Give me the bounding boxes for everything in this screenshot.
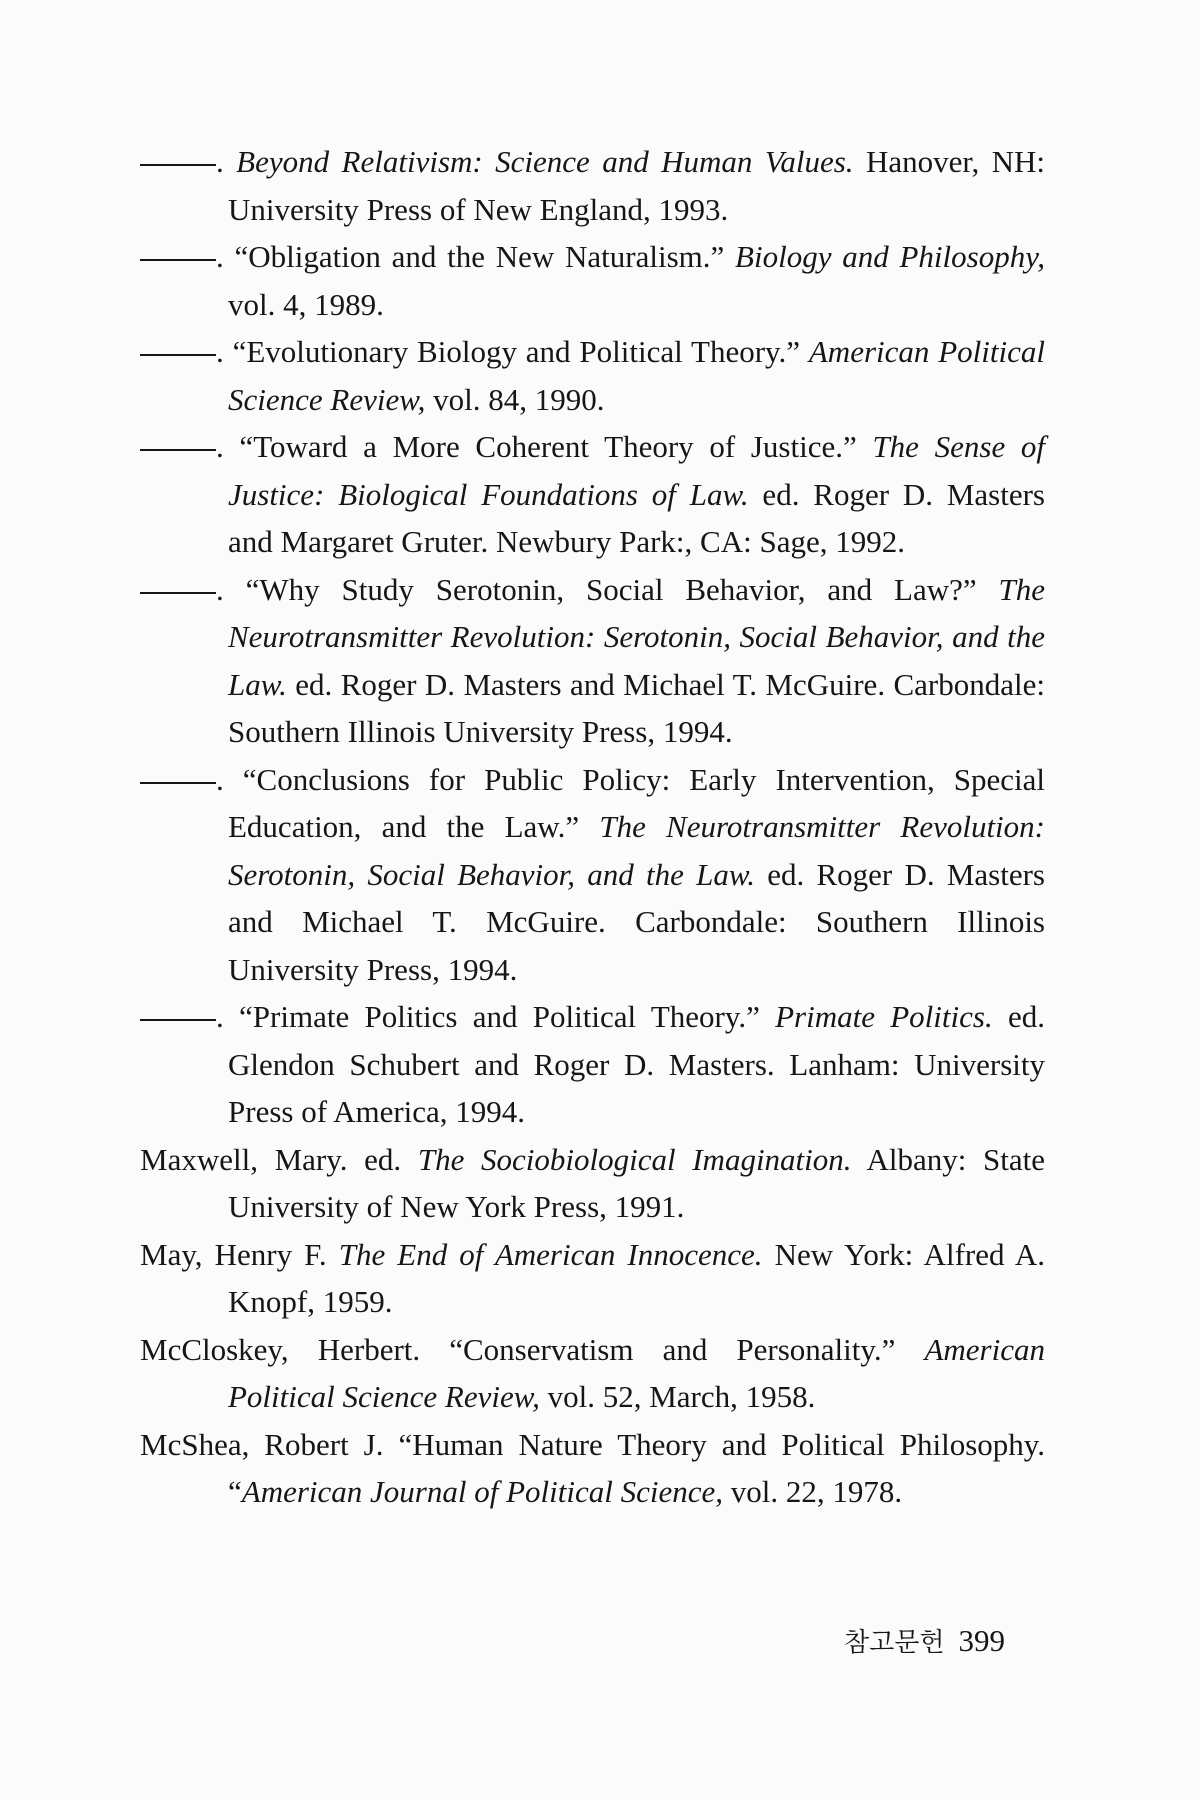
reference-title: The End of American Innocence. — [338, 1236, 763, 1272]
reference-title: American Political Science Review, — [228, 1331, 1045, 1414]
reference-text: . “Why Study Serotonin, Social Behavior, and Law?” — [216, 571, 999, 607]
reference-text: New York: Alfred A. Knopf, 1959. — [228, 1236, 1045, 1319]
reference-entry — [140, 756, 1045, 994]
page-number: 399 — [958, 1623, 1005, 1658]
reference-entry — [140, 423, 1045, 566]
reference-entry — [140, 233, 1045, 328]
reference-title: The Neurotransmitter Revolution: Serotonin, Social Behavior, and the Law. — [228, 809, 1045, 892]
reference-text: . “Conclusions for Public Policy: Early Intervention, Special Education, and the Law.” — [216, 761, 1045, 844]
reference-text: ed. Glendon Schubert and Roger D. Masters. Lanham: University Press of America, 1994. — [228, 999, 1045, 1129]
reference-text: McCloskey, Herbert. “Conservatism and Personality.” — [140, 1331, 925, 1367]
reference-text: ed. Roger D. Masters and Michael T. McGuire. Carbondale: Southern Illinois University Press, 1994. — [228, 856, 1045, 987]
repeated-author-dash — [140, 449, 216, 451]
reference-text: Albany: State University of New York Press, 1991. — [228, 1141, 1045, 1224]
reference-title: Beyond Relativism: Science and Human Values. — [236, 144, 854, 179]
reference-text: May, Henry F. — [140, 1236, 339, 1272]
repeated-author-dash — [140, 259, 216, 261]
page-footer — [844, 1622, 1005, 1659]
reference-title: The Sense of Justice: Biological Foundations of Law. — [228, 429, 1046, 512]
reference-text: ed. Roger D. Masters and Michael T. McGuire. Carbondale: Southern Illinois University Press, 1994. — [228, 666, 1045, 749]
reference-list — [140, 138, 1045, 1516]
reference-title: The Neurotransmitter Revolution: Serotonin, Social Behavior, and the Law. — [228, 571, 1045, 702]
reference-text: ed. Roger D. Masters and Margaret Gruter. Newbury Park:, CA: Sage, 1992. — [228, 476, 1045, 559]
reference-title: American Journal of Political Science, — [241, 1474, 723, 1509]
reference-title: The Sociobiological Imagination. — [417, 1141, 852, 1177]
reference-text: vol. 52, March, 1958. — [539, 1379, 816, 1414]
reference-entry — [140, 1136, 1045, 1231]
reference-entry — [140, 566, 1045, 756]
reference-text: . “Toward a More Coherent Theory of Justice.” — [216, 429, 873, 464]
repeated-author-dash — [140, 354, 216, 356]
reference-text: . — [216, 144, 237, 179]
repeated-author-dash — [140, 1019, 216, 1021]
reference-entry — [140, 328, 1045, 423]
reference-entry — [140, 993, 1045, 1136]
reference-text: . “Evolutionary Biology and Political Theory.” — [216, 334, 809, 369]
reference-text: . “Obligation and the New Naturalism.” — [216, 239, 736, 274]
reference-text: Hanover, NH: University Press of New England, 1993. — [228, 144, 1045, 227]
repeated-author-dash — [140, 782, 216, 784]
reference-text: vol. 22, 1978. — [723, 1474, 903, 1509]
reference-text: . “Primate Politics and Political Theory.” — [216, 999, 776, 1034]
reference-text: vol. 4, 1989. — [228, 286, 384, 322]
repeated-author-dash — [140, 164, 216, 166]
reference-text: Maxwell, Mary. ed. — [140, 1141, 418, 1177]
reference-entry — [140, 138, 1045, 233]
reference-title: American Political Science Review, — [228, 334, 1045, 417]
repeated-author-dash — [140, 592, 216, 594]
reference-title: Primate Politics. — [775, 999, 993, 1034]
reference-entry — [140, 1231, 1045, 1326]
reference-text: McShea, Robert J. “Human Nature Theory and Political Philosophy. “ — [140, 1426, 1045, 1509]
reference-title: Biology and Philosophy, — [735, 239, 1045, 274]
section-title: 참고문헌 — [844, 1628, 945, 1658]
reference-entry — [140, 1421, 1045, 1516]
reference-text: vol. 84, 1990. — [425, 381, 605, 417]
reference-entry — [140, 1326, 1045, 1421]
